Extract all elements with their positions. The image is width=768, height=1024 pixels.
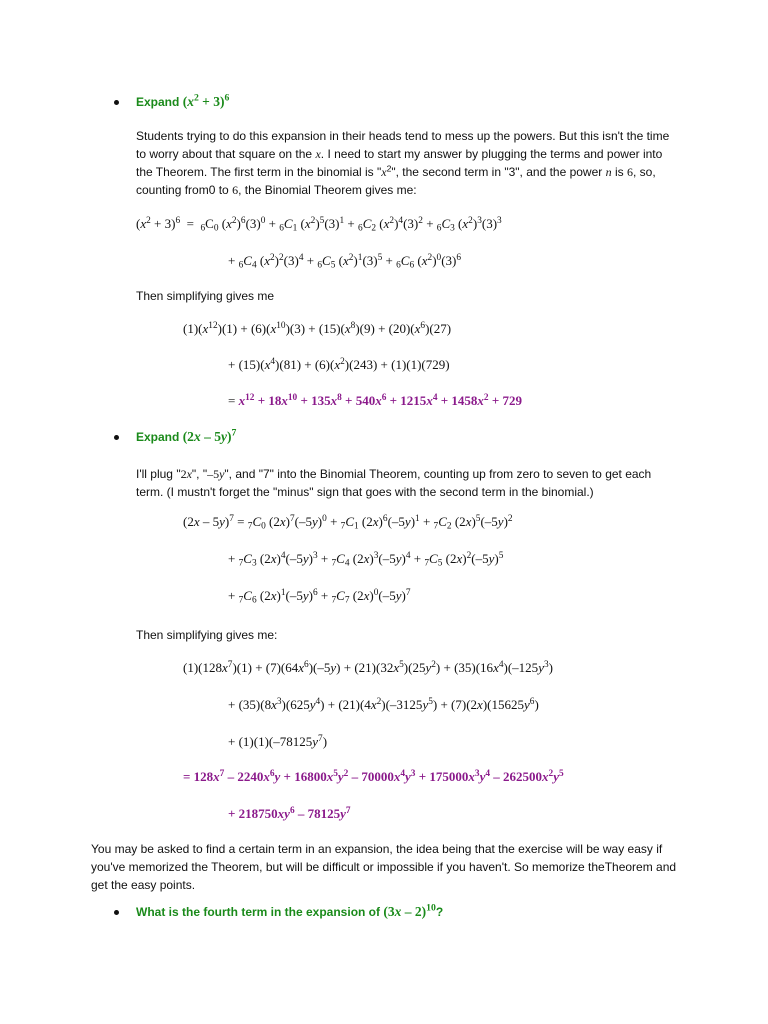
heading-expression: (3x – 2)$^{10}$ (383, 902, 436, 919)
binomial-expansion-line2: + $_7C_3$ $(2x)^4(-5y)^3 + _7C_4$ $(2x)^3(-5y)^4 + _7C_5$ $(2x)^2(-5y)^5$ (228, 550, 504, 569)
simplify-label: Then simplifying gives me (136, 289, 275, 303)
closing-paragraph: You may be asked to find a certain term in an expansion, the idea being that the exercise will be way easy if you've memorized the Theorem, but will be difficult or impossible if you haven't. So memorize theTheorem and get the easy points. (91, 842, 677, 892)
intro-paragraph: I'll plug "2x", "–5y", and "7" into the Binomial Theorem, counting up from zero to seven to get each term. (I mustn't forget the "minus" sign that goes with the second term in the binomial.) (136, 467, 652, 499)
binomial-expansion-line2: + $_6C_4$ $(x^2)^2(3)^4 + _6C_5$ $(x^2)^1(3)^5 + _6C_6$ $(x^2)^0(3)^6$ (228, 252, 462, 271)
bullet (114, 910, 119, 915)
simplify-line2: + $(35)(8x^3)(625y^4) + (21)(4x^2)(-3125y^5) + (7)(2x)(15625y^6)$ (228, 696, 539, 712)
binomial-expansion-line1: $(x^2 + 3)^6 = _6C_0$ $(x^2)^6(3)^0 + _6C_1$ $(x^2)^5(3)^1 + _6C_2$ $(x^2)^4(3)^2 + _6C_3$ $(x^2)^3(3)^3$ (136, 215, 502, 234)
final-answer-line1: = $128x^7 - 2240x^6y + 16800x^5y^2 - 70000x^4y^3 + 175000x^3y^4 - 262500x^2y^5$ (183, 768, 564, 784)
simplify-line3: + $(1)(1)(-78125y^7)$ (228, 733, 328, 749)
simplify-line2: + $(15)(x^4)(81) + (6)(x^2)(243) + (1)(1)(729)$ (228, 356, 450, 372)
binomial-expansion-line1: $(2x - 5y)^7 = _7C_0$ $(2x)^7(-5y)^0 + _7C_1$ $(2x)^6(-5y)^1 + _7C_2$ $(2x)^5(-5y)^2$ (183, 513, 513, 532)
section-heading: Expand (2x – 5y)$^7$ (136, 427, 237, 444)
final-answer: = $x^{12} + 18x^{10} + 135x^8 + 540x^6 + 1215x^4 + 1458x^2 + 729$ (228, 392, 522, 408)
final-answer-line2: + $218750xy^6 - 78125y^7$ (228, 805, 351, 821)
bullet (114, 100, 119, 105)
section-heading: What is the fourth term in the expansion of (3x – 2)$^{10}$? (136, 902, 444, 919)
binomial-expansion-line3: + $_7C_6$ $(2x)^1(-5y)^6 + _7C_7$ $(2x)^0(-5y)^7$ (228, 587, 411, 606)
bullet (114, 435, 119, 440)
intro-paragraph: Students trying to do this expansion in their heads tend to mess up the powers. But this isn't the time to worry about that square on the x. I need to start my answer by plugging the terms and power into the Theorem. The first term in the binomial is "$x^2$", the second term in "3", and the power n is 6, so, counting from0 to 6, the Binomial Theorem gives me: (136, 129, 670, 197)
heading-expression: $(x^2 + 3)^6$ (182, 92, 230, 109)
simplify-line1: $(1)(x^{12})(1) + (6)(x^{10})(3) + (15)(x^8)(9) + (20)(x^6)(27)$ (183, 320, 452, 336)
heading-expression: (2x – 5y)$^7$ (182, 427, 237, 444)
simplify-line1: $(1)(128x^7)(1) + (7)(64x^6)(-5y) + (21)(32x^5)(25y^2) + (35)(16x^4)(-125y^3)$ (183, 659, 553, 675)
section-heading: Expand $(x^2 + 3)^6$ (136, 92, 230, 109)
simplify-label: Then simplifying gives me: (136, 628, 278, 642)
